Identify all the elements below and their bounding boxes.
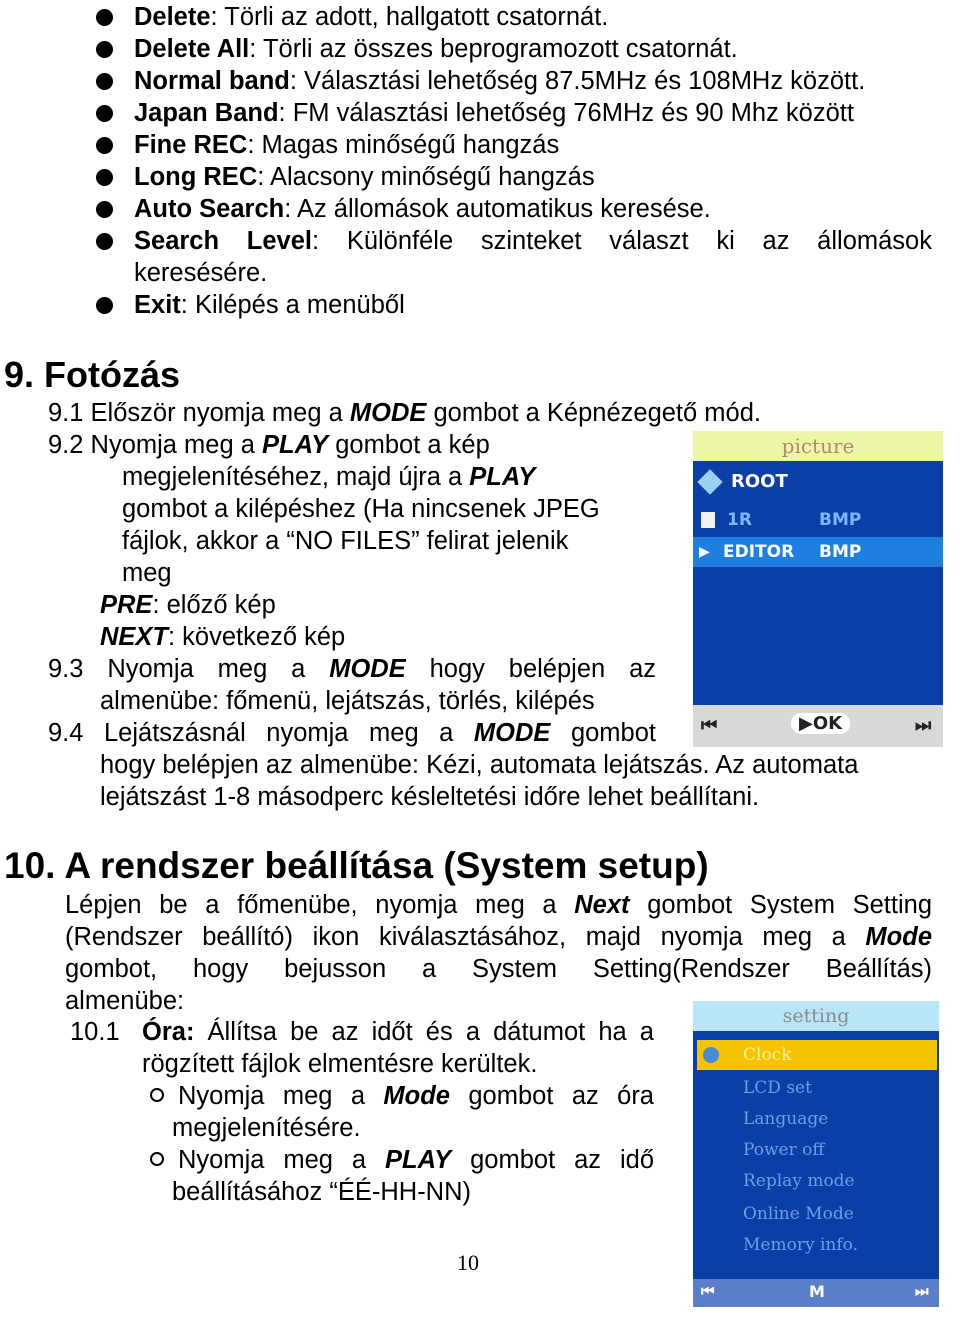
menu-item: Online Mode [743, 1204, 854, 1224]
folder-icon [697, 469, 722, 494]
screen-bottom-bar [693, 705, 943, 747]
next-icon: ⏭ [915, 1282, 929, 1300]
paragraph: (Rendszer beállító) ikon kiválasztásához, majd nyomja meg a Mode [65, 923, 932, 951]
screen-row: ROOT [693, 465, 943, 499]
bullet-dot [96, 137, 113, 154]
menu-item: Power off [743, 1140, 825, 1160]
paragraph: fájlok, akkor a “NO FILES” felirat jelenik [122, 527, 569, 555]
clock-icon [703, 1047, 719, 1063]
screen-title: picture [693, 431, 943, 461]
list-item-continuation: keresésére. [134, 259, 268, 287]
sub-list-item-continuation: megjelenítésére. [172, 1114, 361, 1142]
file-icon [701, 512, 715, 528]
paragraph: megjelenítéséhez, majd újra a PLAY [122, 463, 536, 491]
section-heading: 9. Fotózás [4, 354, 181, 395]
prev-icon: ⏮ [701, 1282, 715, 1300]
play-arrow-icon: ▶ [699, 544, 710, 560]
bullet-dot [96, 73, 113, 90]
subsection-number: 10.1 [70, 1018, 120, 1046]
list-item: Long REC: Alacsony minőségű hangzás [134, 163, 595, 191]
list-item: Delete: Törli az adott, hallgatott csatornát. [134, 3, 609, 31]
next-icon: ⏭ [915, 715, 932, 736]
screen-row: 1R BMP [693, 505, 943, 535]
prev-icon: ⏮ [701, 715, 718, 736]
list-item: Exit: Kilépés a menüből [134, 291, 405, 319]
sub-list-item: Nyomja meg a PLAY gombot az idő [150, 1144, 654, 1176]
ok-button-icon: ▶OK [791, 713, 850, 734]
bullet-dot [96, 9, 113, 26]
paragraph: lejátszást 1-8 másodperc késleltetési időre lehet beállítani. [100, 783, 760, 811]
page-number: 10 [457, 1250, 479, 1275]
bullet-dot [96, 233, 113, 250]
menu-item: Memory info. [743, 1235, 858, 1255]
paragraph: Lépjen be a főmenübe, nyomja meg a Next gombot System Setting [65, 891, 932, 919]
screen-bottom-bar [693, 1279, 939, 1307]
paragraph: 9.1 Először nyomja meg a MODE gombot a Képnézegető mód. [48, 399, 761, 427]
paragraph: gombot a kilépéshez (Ha nincsenek JPEG [122, 495, 600, 523]
bullet-dot [96, 105, 113, 122]
paragraph: 9.4 Lejátszásnál nyomja meg a MODE gombot [48, 719, 657, 747]
list-item: Search Level: Különféle szinteket választ ki az állomások [134, 227, 932, 255]
circle-bullet-icon [150, 1152, 164, 1166]
paragraph: meg [122, 559, 172, 587]
paragraph: PRE: előző kép [100, 591, 276, 619]
paragraph: 9.2 Nyomja meg a PLAY gombot a kép [48, 431, 490, 459]
picture-screen-image [693, 431, 943, 747]
setting-screen-image [693, 1001, 939, 1307]
list-item: Auto Search: Az állomások automatikus keresése. [134, 195, 711, 223]
list-item: Normal band: Választási lehetőség 87.5MHz és 108MHz között. [134, 67, 866, 95]
paragraph: NEXT: következő kép [100, 623, 346, 651]
bullet-dot [96, 201, 113, 218]
menu-item: Language [743, 1109, 829, 1129]
menu-item: Replay mode [743, 1171, 855, 1191]
bullet-dot [96, 169, 113, 186]
sub-list-item: Nyomja meg a Mode gombot az óra [150, 1080, 654, 1112]
screen-row-selected: Clock [697, 1040, 937, 1070]
list-item: Fine REC: Magas minőségű hangzás [134, 131, 560, 159]
sub-list-item-continuation: beállításához “ÉÉ-HH-NN) [172, 1178, 472, 1206]
paragraph: almenübe: főmenü, lejátszás, törlés, kilépés [100, 687, 595, 715]
section-heading: 10. A rendszer beállítása (System setup) [4, 845, 709, 886]
paragraph: almenübe: [65, 987, 185, 1015]
paragraph: hogy belépjen az almenübe: Kézi, automata lejátszás. Az automata [100, 751, 859, 779]
screen-row-selected: ▶ EDITOR BMP [693, 537, 943, 567]
list-item: Japan Band: FM választási lehetőség 76MHz és 90 Mhz között [134, 99, 854, 127]
screen-title: setting [693, 1001, 939, 1031]
bullet-dot [96, 41, 113, 58]
circle-bullet-icon [150, 1088, 164, 1102]
paragraph: rögzített fájlok elmentésre kerültek. [142, 1050, 538, 1078]
bullet-dot [96, 297, 113, 314]
paragraph: gombot, hogy bejusson a System Setting(Rendszer Beállítás) [65, 955, 932, 983]
mode-icon: M [809, 1282, 825, 1301]
paragraph: 9.3 Nyomja meg a MODE hogy belépjen az [48, 655, 656, 683]
paragraph: Óra: Állítsa be az időt és a dátumot ha a [142, 1018, 654, 1046]
list-item: Delete All: Törli az összes beprogramozott csatornát. [134, 35, 738, 63]
menu-item: LCD set [743, 1078, 812, 1098]
